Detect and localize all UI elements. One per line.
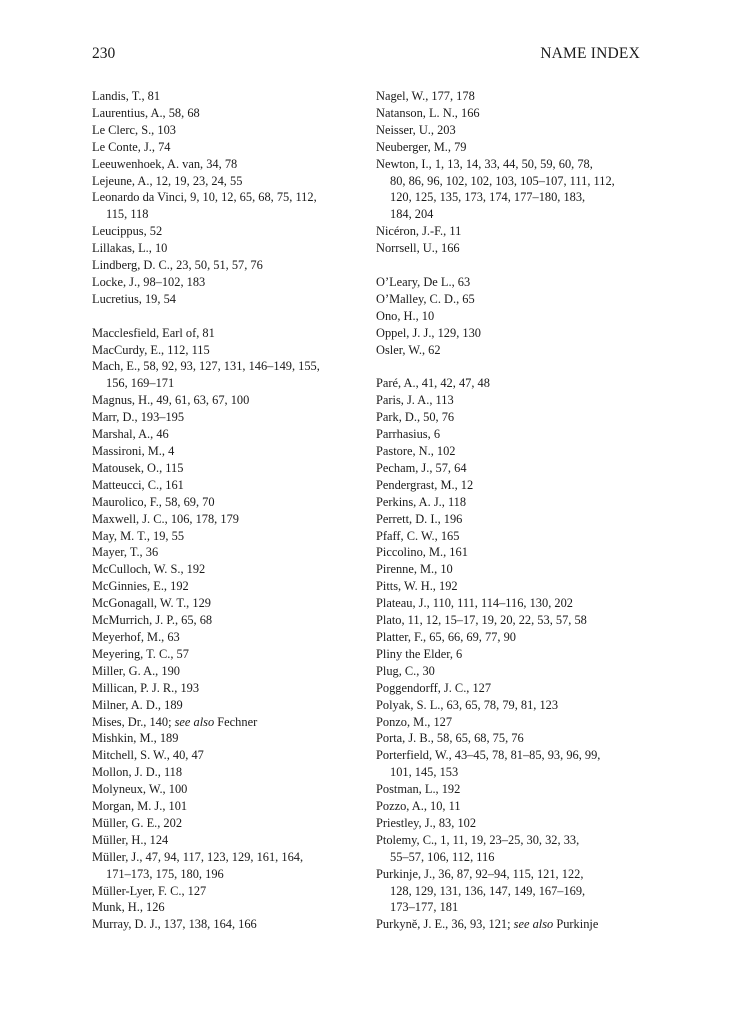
index-entry-line: 55–57, 106, 112, 116 [390, 849, 495, 864]
index-entry-line: Oppel, J. J., 129, 130 [376, 325, 481, 340]
index-entry [376, 342, 648, 359]
index-entry-line: Nagel, W., 177, 178 [376, 89, 475, 103]
index-entry-line: Polyak, S. L., 63, 65, 78, 79, 81, 123 [376, 697, 559, 712]
index-entry [92, 257, 364, 274]
see-also-label: see also [513, 917, 554, 932]
index-entry-line: McGinnies, E., 192 [92, 579, 189, 594]
index-entry-line: Pecham, J., 57, 64 [376, 460, 467, 475]
index-entry [92, 426, 364, 443]
index-entry [92, 189, 364, 223]
index-entry [92, 342, 364, 359]
index-entry [92, 646, 364, 663]
index-entry [376, 916, 648, 933]
index-entry-line: Paris, J. A., 113 [376, 393, 454, 408]
index-entry [92, 173, 364, 190]
index-entry-line: Osler, W., 62 [376, 342, 441, 357]
index-entry-line: O’Leary, De L., 63 [376, 274, 471, 289]
index-entry-line: Müller, G. E., 202 [92, 815, 183, 830]
index-entry-line: Maxwell, J. C., 106, 178, 179 [92, 511, 239, 526]
index-entry-line: Pozzo, A., 10, 11 [376, 799, 461, 814]
index-entry [376, 866, 648, 917]
index-entry [92, 291, 364, 308]
index-entry-line: Parrhasius, 6 [376, 427, 441, 442]
index-entry-line: Neisser, U., 203 [376, 122, 456, 137]
index-entry [376, 612, 648, 629]
group-spacer [376, 257, 648, 274]
index-entry [376, 139, 648, 156]
index-entry [376, 578, 648, 595]
index-entry-line: Munk, H., 126 [92, 900, 165, 915]
index-entry [376, 274, 648, 291]
index-entry [92, 274, 364, 291]
index-entry [376, 680, 648, 697]
index-entry-line: Plug, C., 30 [376, 663, 435, 678]
index-entry [376, 409, 648, 426]
index-entry-line: Poggendorff, J. C., 127 [376, 680, 492, 695]
index-entry-line: Magnus, H., 49, 61, 63, 67, 100 [92, 393, 250, 408]
index-entry [92, 815, 364, 832]
index-entry-line: Neuberger, M., 79 [376, 139, 467, 154]
index-entry [92, 629, 364, 646]
index-entry-line: 120, 125, 135, 173, 174, 177–180, 183, [390, 190, 586, 205]
index-entry-line: Plateau, J., 110, 111, 114–116, 130, 202 [376, 596, 573, 611]
index-entry-line: Murray, D. J., 137, 138, 164, 166 [92, 917, 257, 932]
index-entry-line: Müller, H., 124 [92, 832, 169, 847]
index-entry-line: 171–173, 175, 180, 196 [106, 866, 224, 881]
index-entry [376, 291, 648, 308]
index-entry [376, 798, 648, 815]
index-entry-line: 156, 169–171 [106, 376, 175, 391]
index-entry-line: Norrsell, U., 166 [376, 241, 460, 256]
index-entry-line: Matteucci, C., 161 [92, 477, 184, 492]
index-entry-line: Purkyně, J. E., 36, 93, 121; [376, 917, 514, 932]
index-entry-line: 80, 86, 96, 102, 102, 103, 105–107, 111, 112, [390, 173, 615, 188]
index-entry-line: 173–177, 181 [390, 900, 459, 915]
index-entry-line: Newton, I., 1, 13, 14, 33, 44, 50, 59, 60, 78, [376, 156, 593, 171]
index-entry [376, 308, 648, 325]
index-entry [376, 240, 648, 257]
index-group-n [376, 88, 648, 257]
index-entry-line: Le Conte, J., 74 [92, 139, 171, 154]
index-entry-line: Purkinje, J., 36, 87, 92–94, 115, 121, 122, [376, 866, 584, 881]
index-entry-line: 115, 118 [106, 207, 149, 222]
index-entry [376, 223, 648, 240]
index-entry [92, 916, 364, 933]
index-entry-line: 101, 145, 153 [390, 765, 459, 780]
index-entry [376, 460, 648, 477]
index-entry [376, 544, 648, 561]
index-entry-line: Locke, J., 98–102, 183 [92, 274, 206, 289]
group-spacer [92, 308, 364, 325]
index-entry-line: Lucretius, 19, 54 [92, 291, 176, 306]
index-entry [376, 781, 648, 798]
index-entry-line: Natanson, L. N., 166 [376, 105, 480, 120]
index-entry [92, 240, 364, 257]
index-entry-line: Molyneux, W., 100 [92, 782, 188, 797]
index-entry-line: Leonardo da Vinci, 9, 10, 12, 65, 68, 75, 112, [92, 190, 317, 205]
index-entry [92, 223, 364, 240]
index-entry [376, 392, 648, 409]
index-entry [92, 494, 364, 511]
right-index-column [376, 88, 648, 933]
index-entry [92, 358, 364, 392]
index-group-m [92, 325, 364, 934]
index-entry-line: Mitchell, S. W., 40, 47 [92, 748, 204, 763]
index-entry [92, 849, 364, 883]
index-entry-line: Morgan, M. J., 101 [92, 799, 188, 814]
index-entry [376, 426, 648, 443]
index-entry [92, 595, 364, 612]
index-entry-line: Leucippus, 52 [92, 224, 163, 239]
index-entry-line: Massironi, M., 4 [92, 444, 175, 459]
index-entry-line: Matousek, O., 115 [92, 460, 184, 475]
index-entry-line: Müller, J., 47, 94, 117, 123, 129, 161, 164, [92, 849, 304, 864]
index-entry [92, 899, 364, 916]
index-entry [92, 325, 364, 342]
index-entry-line: Postman, L., 192 [376, 782, 461, 797]
index-entry [92, 544, 364, 561]
index-entry-line: Landis, T., 81 [92, 89, 161, 103]
index-entry [376, 815, 648, 832]
index-entry [92, 663, 364, 680]
index-entry-line: Milner, A. D., 189 [92, 697, 183, 712]
index-entry-line: May, M. T., 19, 55 [92, 528, 185, 543]
index-group-l [92, 88, 364, 308]
index-entry-line: Lejeune, A., 12, 19, 23, 24, 55 [92, 173, 243, 188]
index-entry [376, 325, 648, 342]
index-entry [92, 392, 364, 409]
page-header [92, 45, 640, 65]
index-entry [92, 122, 364, 139]
index-entry [92, 798, 364, 815]
index-entry-line: Mayer, T., 36 [92, 545, 159, 560]
index-entry-line: Mach, E., 58, 92, 93, 127, 131, 146–149, 155, [92, 359, 320, 374]
index-entry [92, 680, 364, 697]
index-entry-line: Meyering, T. C., 57 [92, 646, 189, 661]
index-entry-line: Pirenne, M., 10 [376, 562, 453, 577]
index-entry [376, 528, 648, 545]
index-entry-line: 128, 129, 131, 136, 147, 149, 167–169, [390, 883, 586, 898]
see-also-label: see also [174, 714, 215, 729]
index-entry-line: Plato, 11, 12, 15–17, 19, 20, 22, 53, 57, 58 [376, 613, 587, 628]
see-also-target: Purkinje [553, 917, 599, 932]
index-entry-line: Porterfield, W., 43–45, 78, 81–85, 93, 96, 99, [376, 748, 601, 763]
index-entry-line: Ono, H., 10 [376, 308, 435, 323]
index-entry-line: McGonagall, W. T., 129 [92, 596, 211, 611]
index-entry [92, 561, 364, 578]
index-entry-line: Leeuwenhoek, A. van, 34, 78 [92, 156, 238, 171]
index-entry-line: McCulloch, W. S., 192 [92, 562, 206, 577]
index-entry-line: Marshal, A., 46 [92, 427, 169, 442]
index-entry [376, 747, 648, 781]
running-head: NAME INDEX [540, 45, 640, 62]
index-entry [92, 578, 364, 595]
index-entry-line: Perrett, D. I., 196 [376, 511, 463, 526]
index-entry-line: Millican, P. J. R., 193 [92, 680, 200, 695]
index-entry-line: MacCurdy, E., 112, 115 [92, 342, 210, 357]
index-entry-line: Priestley, J., 83, 102 [376, 815, 477, 830]
index-entry [376, 122, 648, 139]
index-entry [376, 646, 648, 663]
index-entry-line: 184, 204 [390, 207, 434, 222]
index-entry [376, 477, 648, 494]
index-entry-line: McMurrich, J. P., 65, 68 [92, 613, 213, 628]
index-entry [92, 730, 364, 747]
page-number: 230 [92, 45, 116, 62]
index-entry-line: Marr, D., 193–195 [92, 410, 185, 425]
index-entry [376, 375, 648, 392]
index-entry [92, 714, 364, 731]
index-entry [92, 139, 364, 156]
index-entry [92, 477, 364, 494]
index-entry [376, 511, 648, 528]
index-entry [92, 88, 364, 105]
index-entry-line: Pitts, W. H., 192 [376, 579, 458, 594]
group-spacer [376, 358, 648, 375]
index-entry-line: Maurolico, F., 58, 69, 70 [92, 494, 215, 509]
index-entry [92, 781, 364, 798]
index-entry-line: Lindberg, D. C., 23, 50, 51, 57, 76 [92, 258, 263, 273]
index-entry [376, 714, 648, 731]
index-entry-line: Meyerhof, M., 63 [92, 629, 180, 644]
index-entry [92, 105, 364, 122]
index-entry [92, 883, 364, 900]
index-entry [92, 528, 364, 545]
index-entry-line: Paré, A., 41, 42, 47, 48 [376, 376, 490, 391]
index-entry-line: Pendergrast, M., 12 [376, 477, 474, 492]
index-entry-line: Platter, F., 65, 66, 69, 77, 90 [376, 629, 516, 644]
index-entry [376, 629, 648, 646]
index-entry [376, 663, 648, 680]
index-entry-line: Laurentius, A., 58, 68 [92, 105, 200, 120]
index-entry [376, 697, 648, 714]
index-entry-line: Perkins, A. J., 118 [376, 494, 467, 509]
index-group-p [376, 375, 648, 933]
index-entry-line: Ponzo, M., 127 [376, 714, 453, 729]
index-entry [376, 595, 648, 612]
index-entry-line: Piccolino, M., 161 [376, 545, 468, 560]
index-entry-line: Mishkin, M., 189 [92, 731, 179, 746]
index-entry-line: O’Malley, C. D., 65 [376, 291, 475, 306]
index-entry [92, 697, 364, 714]
index-entry [92, 156, 364, 173]
index-entry [92, 460, 364, 477]
index-entry-line: Mises, Dr., 140; [92, 714, 175, 729]
index-entry [92, 612, 364, 629]
index-entry [92, 764, 364, 781]
index-entry [92, 443, 364, 460]
index-entry [376, 561, 648, 578]
index-entry [376, 156, 648, 224]
index-entry-line: Pastore, N., 102 [376, 444, 456, 458]
index-entry-line: Ptolemy, C., 1, 11, 19, 23–25, 30, 32, 33, [376, 832, 580, 847]
index-entry-line: Nicéron, J.-F., 11 [376, 224, 462, 239]
index-entry [376, 832, 648, 866]
index-entry [92, 409, 364, 426]
left-index-column [92, 88, 364, 933]
index-entry-line: Pfaff, C. W., 165 [376, 528, 460, 543]
index-entry [376, 443, 648, 460]
index-entry [92, 747, 364, 764]
index-entry [92, 511, 364, 528]
index-entry-line: Park, D., 50, 76 [376, 410, 455, 425]
index-entry-line: Lillakas, L., 10 [92, 241, 168, 256]
index-entry [376, 494, 648, 511]
index-entry [92, 832, 364, 849]
index-group-o [376, 274, 648, 359]
index-entry-line: Porta, J. B., 58, 65, 68, 75, 76 [376, 731, 524, 746]
index-entry [376, 105, 648, 122]
index-entry-line: Pliny the Elder, 6 [376, 646, 463, 661]
index-entry-line: Müller-Lyer, F. C., 127 [92, 883, 207, 898]
index-entry [376, 730, 648, 747]
index-entry-line: Miller, G. A., 190 [92, 663, 180, 678]
index-entry [376, 88, 648, 105]
index-entry-line: Mollon, J. D., 118 [92, 765, 183, 780]
index-entry-line: Macclesfield, Earl of, 81 [92, 325, 215, 340]
see-also-target: Fechner [214, 714, 258, 729]
index-entry-line: Le Clerc, S., 103 [92, 122, 176, 137]
